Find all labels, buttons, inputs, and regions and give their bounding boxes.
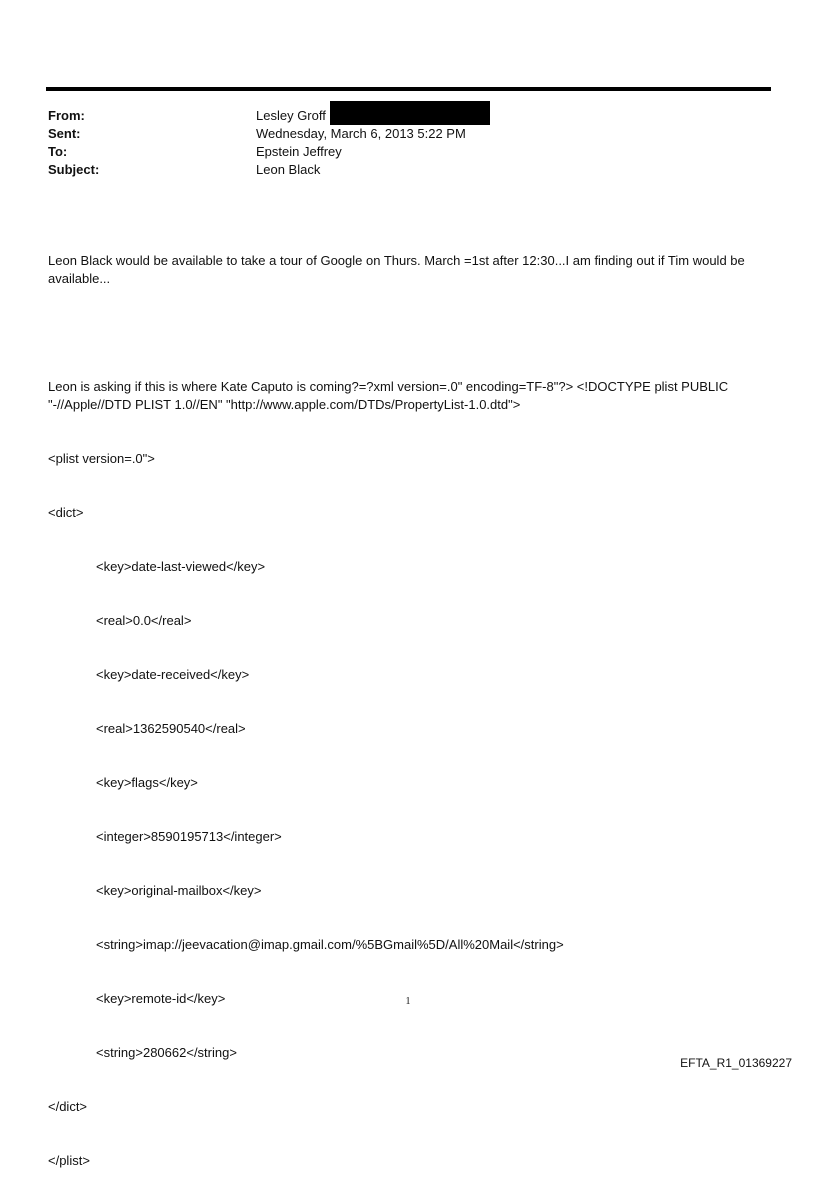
xml-line: <key>date-received</key>: [96, 667, 250, 682]
to-label: To:: [48, 144, 68, 159]
from-value: [256, 107, 768, 125]
xml-line: <integer>8590195713</integer>: [96, 829, 282, 844]
email-body: [48, 216, 764, 1188]
sent-label: Sent:: [48, 126, 81, 141]
xml-line: <string>imap://jeevacation@imap.gmail.com/%5BGmail%5D/All%20Mail</string>: [96, 937, 564, 952]
xml-line: <dict>: [48, 505, 84, 520]
to-value: Epstein Jeffrey: [256, 144, 342, 159]
header-rule: [46, 87, 771, 91]
xml-line: <string>280662</string>: [96, 1045, 237, 1060]
body-paragraph-2: Leon is asking if this is where Kate Caputo is coming?=?xml version=.0" encoding=TF-8"?> <!DOCTYPE plist PUBLIC "-//Apple//DTD PLIST 1.0//EN" "http://www.apple.com/DTDs/PropertyList-1.0.dtd">: [48, 379, 732, 412]
body-paragraph-1: Leon Black would be available to take a tour of Google on Thurs. March =1st after 12:30...I am finding out if Tim would be available...: [48, 253, 749, 286]
xml-line: <key>flags</key>: [96, 775, 198, 790]
xml-line: <key>original-mailbox</key>: [96, 883, 262, 898]
redaction-block: [330, 101, 490, 125]
from-name: Lesley Groff: [256, 108, 326, 123]
sent-value: Wednesday, March 6, 2013 5:22 PM: [256, 126, 466, 141]
email-header: [48, 107, 768, 179]
subject-value: Leon Black: [256, 162, 321, 177]
xml-line: <real>0.0</real>: [96, 613, 192, 628]
xml-line: <real>1362590540</real>: [96, 721, 246, 736]
from-label: From:: [48, 108, 85, 123]
document-id: EFTA_R1_01369227: [680, 1056, 792, 1070]
xml-line: <plist version=.0">: [48, 451, 155, 466]
xml-line: <key>date-last-viewed</key>: [96, 559, 266, 574]
xml-line: </dict>: [48, 1099, 88, 1114]
subject-label: Subject:: [48, 162, 100, 177]
xml-line: </plist>: [48, 1153, 90, 1168]
from-row: [48, 107, 768, 125]
xml-line: <key>remote-id</key>: [96, 991, 226, 1006]
sent-row: [48, 125, 768, 143]
subject-row: [48, 161, 768, 179]
page-number: 1: [405, 996, 411, 1007]
to-row: [48, 143, 768, 161]
